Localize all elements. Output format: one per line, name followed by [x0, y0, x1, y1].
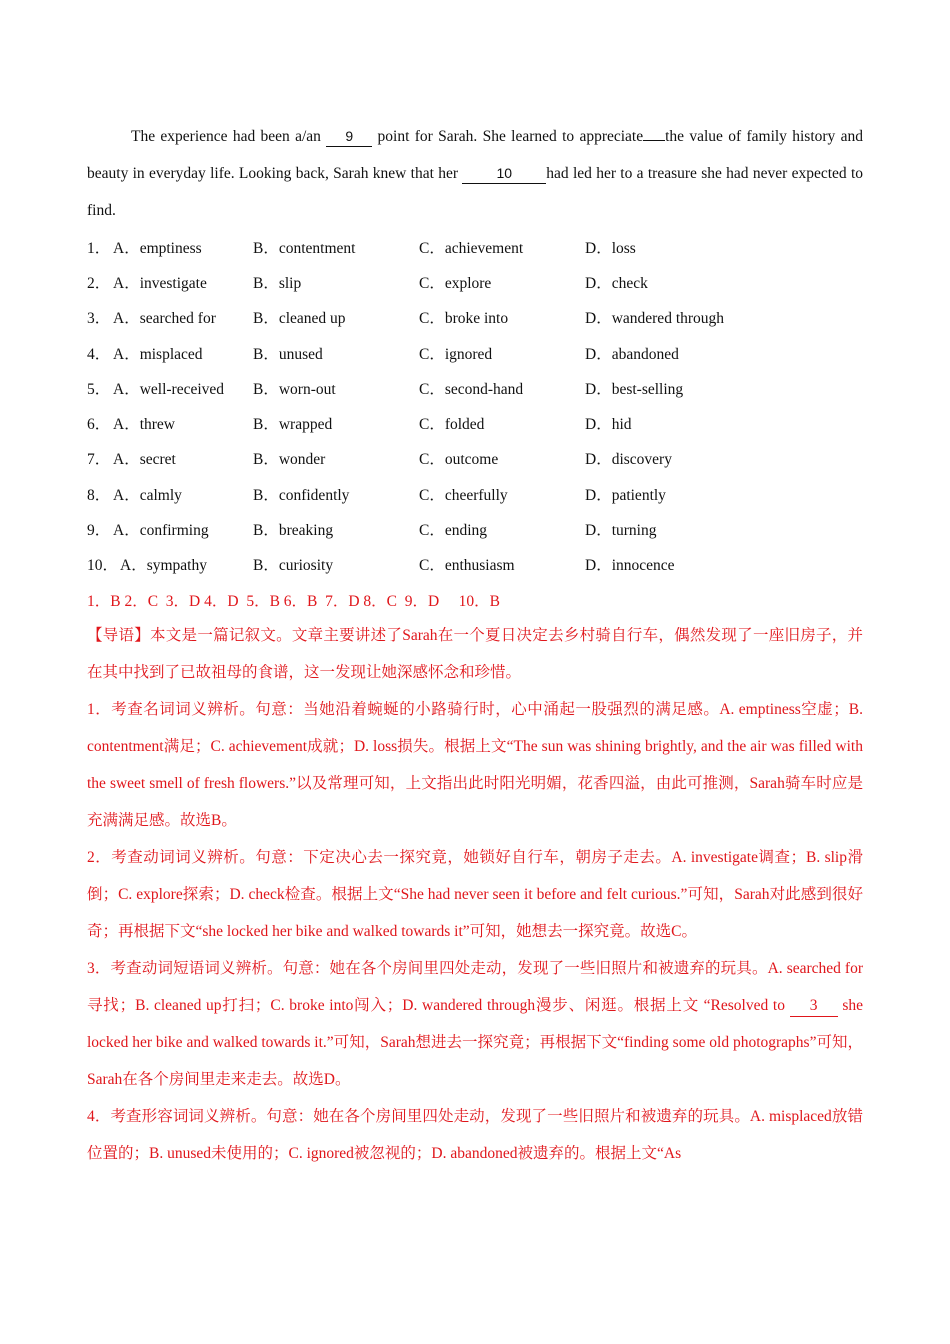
blank-3: 3: [790, 996, 838, 1017]
question-row: [87, 511, 863, 546]
question-number: 8．: [87, 486, 111, 504]
option-a: A．threw: [113, 416, 175, 434]
question-list: [87, 229, 863, 582]
question-row: [87, 405, 863, 440]
option-b: B．confidently: [253, 486, 350, 504]
option-a: A．calmly: [113, 486, 182, 504]
option-a: A．emptiness: [113, 239, 202, 257]
option-c: C．ending: [419, 522, 488, 540]
question-number: 7．: [87, 451, 111, 469]
blank-empty: [643, 140, 665, 141]
question-row: [87, 441, 863, 476]
explanation-1: 1．考查名词词义辨析。句意：当她沿着蜿蜒的小路骑行时，心中涌起一股强烈的满足感。A. emptiness空虚；B. contentment满足；C. achievement成就；D. loss损失。根据上文“The sun was shining brightly, and the air was filled with the sweet smell of fresh flowers.”以及常理可知，上文指出此时阳光明媚，花香四溢，由此可推测，Sarah骑车时应是充满满足感。故选B。: [87, 701, 863, 830]
option-c: C．second-hand: [419, 380, 524, 398]
explanation-text: 3．考查动词短语词义辨析。句意：她在各个房间里四处走动，发现了一些旧照片和被遗弃的玩具。A. searched for寻找；B. cleaned up打扫；C. broke into闯入；D. wandered through漫步、闲逛。根据上文 “Resolved to: [87, 960, 863, 1015]
question-number: 2．: [87, 274, 111, 292]
option-c: C．enthusiasm: [419, 557, 515, 575]
option-d: D．wandered through: [585, 310, 725, 328]
option-a: A．sympathy: [120, 557, 207, 575]
blank-9: 9: [326, 126, 372, 147]
option-a: A．secret: [113, 451, 176, 469]
option-a: A．investigate: [113, 274, 207, 292]
passage-text: The experience had been a/an: [131, 128, 327, 145]
blank-10: 10: [462, 163, 546, 184]
option-b: B．slip: [253, 274, 302, 292]
option-c: C．folded: [419, 416, 485, 434]
question-row: [87, 476, 863, 511]
passage-paragraph: [87, 118, 863, 229]
question-number: 1．: [87, 239, 111, 257]
option-c: C．outcome: [419, 451, 499, 469]
question-row: [87, 335, 863, 370]
option-d: D．turning: [585, 522, 657, 540]
guide-paragraph: 【导语】本文是一篇记叙文。文章主要讲述了Sarah在一个夏日决定去乡村骑自行车，偶然发现了一座旧房子，并在其中找到了已故祖母的食谱，这一发现让她深感怀念和珍惜。: [87, 627, 863, 682]
question-number: 3．: [87, 310, 111, 328]
document-page: [87, 118, 863, 1172]
explanation-2: 2．考查动词词义辨析。句意：下定决心去一探究竟，她锁好自行车，朝房子走去。A. investigate调查；B. slip滑倒；C. explore探索；D. check检查。根据上文“She had never seen it before and felt curious.”可知，Sarah对此感到很好奇；再根据下文“she locked her bike and walked towards it”可知，她想去一探究竟。故选C。: [87, 849, 863, 941]
option-c: C．achievement: [419, 239, 524, 257]
passage-text: had led her to a treasure she had never expected to find.: [87, 165, 864, 219]
option-c: C．ignored: [419, 345, 493, 363]
question-row: [87, 370, 863, 405]
explanation-text: she locked her bike and walked towards it.”可知，Sarah想进去一探究竟；再根据下文“finding some old photographs”可知，Sarah在各个房间里走来走去。故选D。: [87, 997, 863, 1089]
option-d: D．abandoned: [585, 345, 679, 363]
option-c: C．explore: [419, 274, 492, 292]
question-number: 4．: [87, 345, 111, 363]
passage-text: point for Sarah. She learned to appreciate: [372, 128, 644, 145]
option-d: D．loss: [585, 239, 636, 257]
question-number: 5．: [87, 380, 111, 398]
question-number: 9．: [87, 522, 111, 540]
option-a: A．misplaced: [113, 345, 203, 363]
explanation-3: [87, 950, 863, 1098]
answer-key: 1．B 2．C 3．D 4．D 5．B 6．B 7．D 8．C 9．D 10．B: [87, 592, 500, 610]
option-a: A．well-received: [113, 380, 225, 398]
option-d: D．innocence: [585, 557, 675, 575]
option-d: D．best-selling: [585, 380, 684, 398]
option-b: B．curiosity: [253, 557, 334, 575]
question-row: [87, 264, 863, 299]
option-b: B．wonder: [253, 451, 326, 469]
option-c: C．broke into: [419, 310, 509, 328]
question-row: [87, 229, 863, 264]
option-b: B．breaking: [253, 522, 334, 540]
option-d: D．discovery: [585, 451, 672, 469]
question-number: 10．: [87, 557, 119, 575]
option-c: C．cheerfully: [419, 486, 508, 504]
option-d: D．patiently: [585, 486, 666, 504]
option-b: B．contentment: [253, 239, 356, 257]
question-row: [87, 547, 863, 582]
question-number: 6．: [87, 416, 111, 434]
option-b: B．cleaned up: [253, 310, 346, 328]
option-a: A．confirming: [113, 522, 209, 540]
option-b: B．worn-out: [253, 380, 336, 398]
passage-text: the value of family history and beauty in everyday life. Looking back, Sarah knew that her: [87, 128, 863, 182]
option-b: B．wrapped: [253, 416, 333, 434]
option-d: D．hid: [585, 416, 632, 434]
option-d: D．check: [585, 274, 648, 292]
option-a: A．searched for: [113, 310, 216, 328]
option-b: B．unused: [253, 345, 323, 363]
question-row: [87, 300, 863, 335]
explanation-4: 4．考查形容词词义辨析。句意：她在各个房间里四处走动，发现了一些旧照片和被遗弃的玩具。A. misplaced放错位置的；B. unused未使用的；C. ignored被忽视的；D. abandoned被遗弃的。根据上文“As: [87, 1108, 863, 1163]
